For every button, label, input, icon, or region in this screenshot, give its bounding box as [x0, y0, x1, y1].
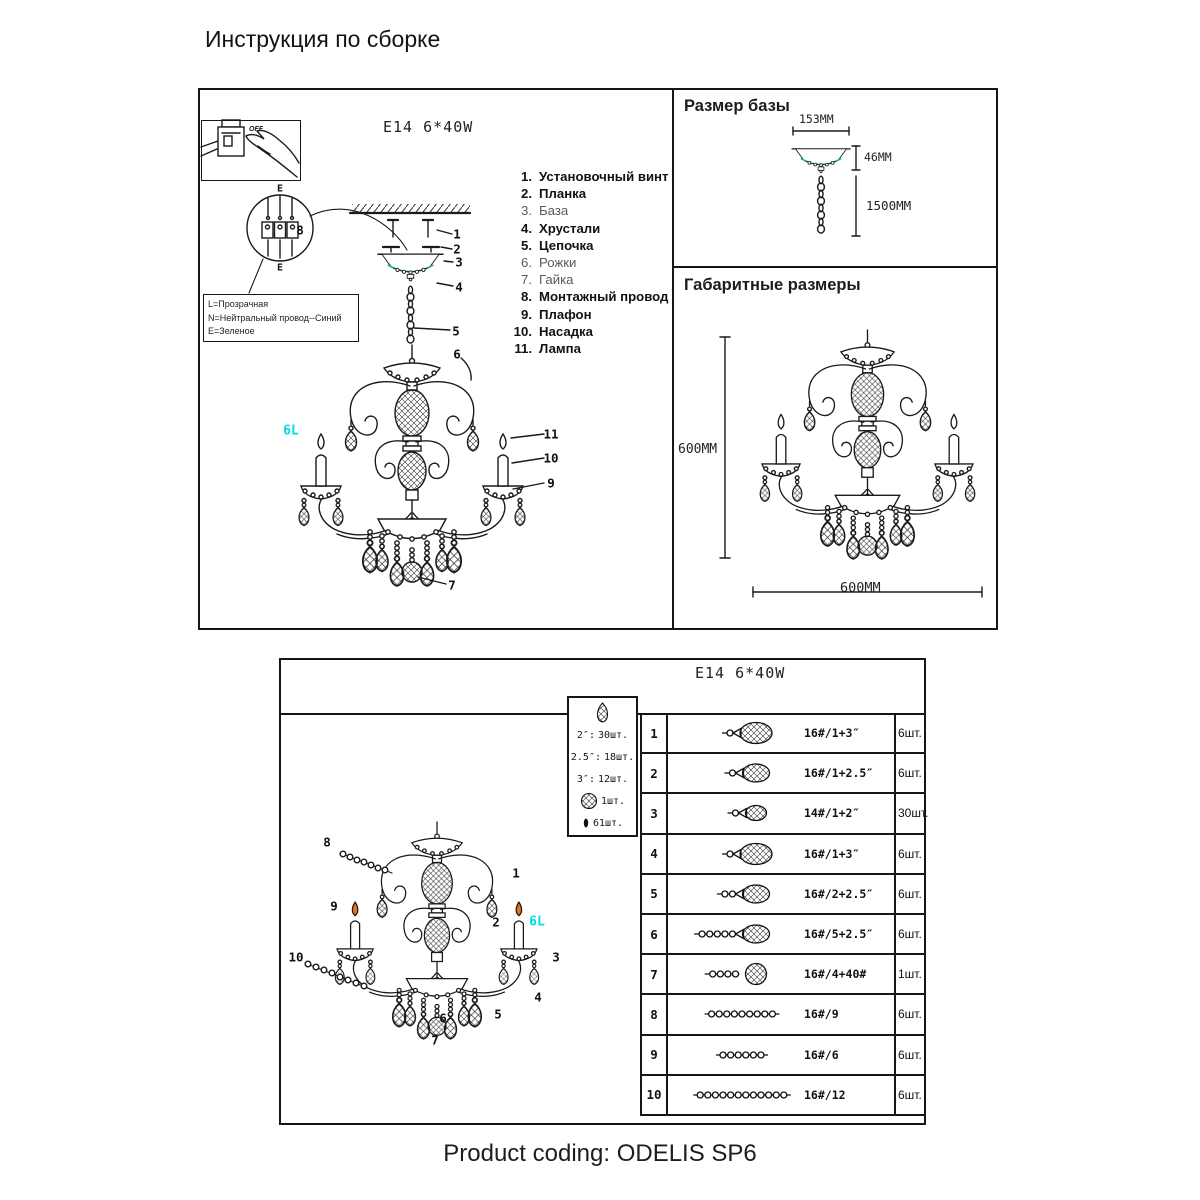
row-number: 4	[642, 835, 668, 873]
row-part-drawing	[682, 1077, 802, 1113]
table-row	[642, 995, 926, 1035]
part-number: 5.	[521, 237, 532, 253]
callout-wire-8: 8	[296, 222, 304, 238]
row-size-code: 16#/6	[804, 1047, 839, 1062]
row-part-drawing	[682, 795, 802, 831]
row-qty: 6шт.	[894, 875, 926, 913]
row-part-drawing	[682, 996, 802, 1032]
row-qty: 6шт.	[894, 1036, 926, 1074]
part-number: 2.	[521, 186, 532, 202]
part-label: Рожки	[539, 254, 577, 270]
callout-main-7: 7	[448, 577, 456, 593]
row-part-drawing	[682, 956, 802, 992]
crystal-ball-icon	[580, 792, 598, 810]
callout-main-2: 2	[453, 241, 461, 257]
bottom-lamp-spec-label: E14 6*40W	[695, 664, 786, 682]
row-drawing-and-size	[668, 754, 894, 792]
row-number: 2	[642, 754, 668, 792]
table-row	[642, 875, 926, 915]
part-number: 9.	[521, 306, 532, 322]
parts-list-item	[506, 341, 691, 358]
callout-main-1: 1	[453, 226, 461, 242]
row-drawing-and-size	[668, 835, 894, 873]
row-size-code: 16#/9	[804, 1007, 839, 1022]
wiring-legend-box	[203, 294, 359, 342]
part-label: Лампа	[539, 340, 581, 356]
summary-line	[569, 790, 636, 812]
part-number: 11.	[514, 340, 532, 356]
row-size-code: 16#/1+3″	[804, 726, 860, 741]
row-part-drawing	[682, 916, 802, 952]
row-number: 8	[642, 995, 668, 1033]
row-size-code: 16#/2+2.5″	[804, 886, 874, 901]
callout-main-9: 9	[547, 475, 555, 491]
summary-size-label: 3″:	[576, 773, 595, 785]
part-label: Установочный винт	[539, 169, 669, 184]
crystal-icon	[595, 702, 610, 723]
summary-line	[569, 724, 636, 746]
parts-list-item	[506, 324, 691, 341]
parts-list-item	[506, 307, 691, 324]
part-number: 7.	[521, 272, 532, 288]
summary-line	[569, 700, 636, 724]
part-number: 10.	[513, 323, 532, 339]
row-number: 1	[642, 714, 668, 752]
row-drawing-and-size	[668, 875, 894, 913]
row-qty: 6шт.	[894, 995, 926, 1033]
row-number: 6	[642, 915, 668, 953]
callout-main-4: 4	[455, 279, 463, 295]
row-qty: 6шт.	[894, 714, 926, 752]
summary-line	[569, 812, 636, 834]
row-size-code: 16#/1+3″	[804, 846, 860, 861]
summary-qty: 18шт.	[604, 751, 635, 763]
callout-bottom-6: 6	[439, 1010, 447, 1026]
parts-list-item	[506, 238, 691, 255]
wiring-legend-line-l: L=Прозрачная	[208, 299, 269, 309]
row-drawing-and-size	[668, 995, 894, 1033]
table-row	[642, 714, 926, 754]
callout-bottom-4: 4	[534, 989, 542, 1005]
part-label: Насадка	[539, 323, 593, 339]
parts-list	[506, 169, 691, 358]
table-row	[642, 1036, 926, 1076]
callout-bottom-8: 8	[323, 834, 331, 850]
summary-qty: 61шт.	[592, 817, 624, 829]
part-label: Цепочка	[539, 237, 594, 253]
row-drawing-and-size	[668, 794, 894, 832]
row-drawing-and-size	[668, 1036, 894, 1074]
row-part-drawing	[682, 876, 802, 912]
crystal-summary-box	[567, 696, 638, 837]
row-part-drawing	[682, 836, 802, 872]
part-number: 8.	[521, 289, 532, 305]
callout-main-6: 6	[453, 346, 461, 362]
row-part-drawing	[682, 1037, 802, 1073]
table-row	[642, 835, 926, 875]
base-panel-title: Размер базы	[684, 97, 790, 115]
row-qty: 1шт.	[894, 955, 926, 993]
row-drawing-and-size	[668, 915, 894, 953]
row-qty: 6шт.	[894, 1076, 926, 1114]
row-number: 9	[642, 1036, 668, 1074]
row-size-code: 14#/1+2″	[804, 806, 860, 821]
table-row	[642, 754, 926, 794]
summary-size-label: 2.5″:	[570, 751, 601, 763]
summary-size-label: 2″:	[576, 729, 595, 741]
callout-bottom-7: 7	[431, 1032, 439, 1048]
callout-bottom-2: 2	[492, 914, 500, 930]
summary-qty: 30шт.	[597, 729, 629, 741]
row-size-code: 16#/12	[804, 1087, 846, 1102]
bead-icon	[582, 817, 590, 829]
right-panels-divider	[672, 266, 998, 268]
lamp-count-label-main: 6L	[283, 423, 299, 439]
part-number: 4.	[521, 220, 532, 236]
row-number: 7	[642, 955, 668, 993]
row-size-code: 16#/4+40#	[804, 967, 867, 982]
callout-bottom-1: 1	[512, 865, 520, 881]
part-label: Планка	[539, 186, 587, 202]
parts-list-item	[506, 255, 691, 272]
breaker-off-label: OFF	[249, 126, 263, 133]
part-number: 1.	[521, 169, 532, 184]
lamp-spec-label: E14 6*40W	[383, 118, 474, 136]
dims-height-label: 600MM	[678, 442, 718, 457]
parts-table	[640, 714, 929, 1116]
table-row	[642, 794, 929, 834]
summary-line	[569, 746, 636, 768]
part-label: Монтажный провод	[539, 289, 669, 305]
parts-list-item	[506, 203, 691, 220]
row-qty: 6шт.	[894, 915, 926, 953]
base-height-dim: 46MM	[864, 150, 892, 164]
summary-qty: 1шт.	[600, 795, 626, 807]
callout-bottom-10: 10	[288, 949, 304, 965]
callout-main-11: 11	[543, 426, 559, 442]
row-drawing-and-size	[668, 714, 894, 752]
dims-width-label: 600MM	[840, 580, 881, 596]
callout-main-10: 10	[543, 450, 559, 466]
row-qty: 6шт.	[894, 754, 926, 792]
parts-list-item	[506, 272, 691, 289]
parts-list-item	[506, 186, 691, 203]
part-label: Гайка	[539, 272, 574, 288]
terminal-earth-label-top: E	[276, 183, 284, 195]
dims-panel-title: Габаритные размеры	[684, 276, 861, 294]
parts-list-item	[506, 289, 691, 306]
lamp-count-label-bottom: 6L	[529, 914, 545, 930]
row-drawing-and-size	[668, 955, 894, 993]
callout-main-5: 5	[452, 323, 460, 339]
part-label: Хрустали	[539, 220, 601, 236]
row-part-drawing	[682, 755, 802, 791]
base-width-dim: 153MM	[799, 112, 834, 126]
row-size-code: 16#/1+2.5″	[804, 766, 874, 781]
row-size-code: 16#/5+2.5″	[804, 927, 874, 942]
row-number: 10	[642, 1076, 668, 1114]
table-row	[642, 955, 926, 995]
parts-list-item	[506, 221, 691, 238]
product-coding: Product coding: ODELIS SP6	[443, 1140, 757, 1167]
parts-list-item	[506, 169, 691, 186]
part-label: База	[539, 203, 569, 219]
table-row	[642, 915, 926, 955]
wiring-legend-line-e: E=Зеленое	[208, 326, 255, 336]
page-title: Инструкция по сборке	[205, 26, 441, 52]
terminal-earth-label-bottom: E	[276, 262, 284, 274]
row-drawing-and-size	[668, 1076, 894, 1114]
part-label: Плафон	[539, 306, 592, 322]
base-chain-dim: 1500MM	[866, 198, 912, 213]
row-part-drawing	[682, 715, 802, 751]
row-qty: 6шт.	[894, 835, 926, 873]
row-number: 3	[642, 794, 668, 832]
row-qty: 30шт.	[894, 794, 926, 832]
callout-bottom-5: 5	[494, 1006, 502, 1022]
row-number: 5	[642, 875, 668, 913]
table-row	[642, 1076, 926, 1116]
callout-main-3: 3	[455, 254, 463, 270]
summary-qty: 12шт.	[597, 773, 629, 785]
part-number: 6.	[521, 254, 532, 270]
callout-bottom-3: 3	[552, 949, 560, 965]
callout-bottom-9: 9	[330, 898, 338, 914]
summary-line	[569, 768, 636, 790]
wiring-legend-line-n: N=Нейтральный провод--Синий	[208, 312, 342, 323]
part-number: 3.	[521, 203, 532, 219]
